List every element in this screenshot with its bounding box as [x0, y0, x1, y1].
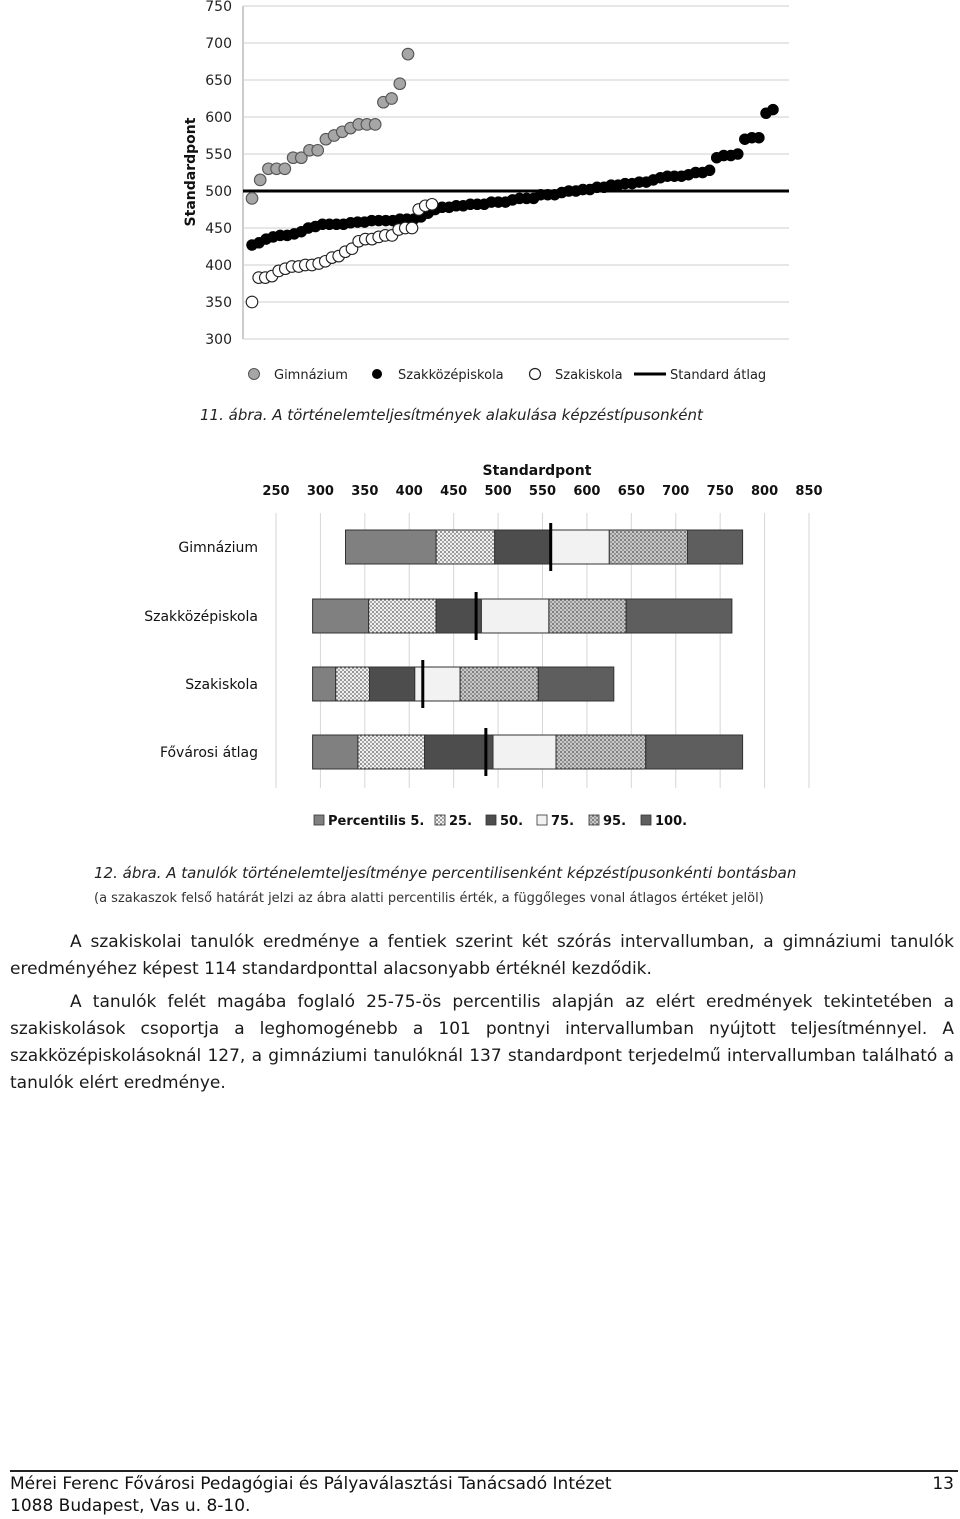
percentile-category-label: Szakiskola	[185, 677, 258, 693]
scatter-y-tick-label: 550	[205, 147, 232, 163]
figure-1-scatter-chart	[0, 0, 960, 395]
scatter-y-tick-label: 750	[205, 0, 232, 15]
percentile-bar-segment	[313, 735, 358, 769]
percentile-x-tick-labels	[262, 484, 822, 499]
percentile-category-label: Gimnázium	[178, 540, 258, 556]
percentile-legend-label: 75.	[551, 814, 575, 829]
percentile-chart-title: Standardpont	[482, 463, 592, 479]
szakiskola-point	[426, 199, 438, 211]
scatter-y-tick-label: 450	[205, 221, 232, 237]
percentile-bar-segment	[609, 530, 687, 564]
percentile-bar-segment	[370, 667, 415, 701]
percentile-x-tick-label: 750	[706, 484, 734, 499]
gimnazium-point	[312, 145, 324, 157]
percentile-legend	[314, 814, 687, 829]
percentile-x-tick-label: 350	[351, 484, 379, 499]
percentile-bar-segment	[481, 599, 549, 633]
szakkozepiskola-point	[768, 104, 778, 114]
percentile-legend-label: 95.	[603, 814, 627, 829]
footer-address: 1088 Budapest, Vas u. 8-10.	[10, 1496, 251, 1516]
scatter-y-tick-labels	[205, 0, 232, 348]
percentile-x-tick-label: 850	[795, 484, 823, 499]
scatter-y-tick-label: 600	[205, 110, 232, 126]
scatter-y-tick-label: 400	[205, 258, 232, 274]
gimnazium-point	[386, 93, 398, 105]
legend-marker-gimnazium	[249, 369, 260, 380]
percentile-legend-swatch	[537, 815, 547, 825]
percentile-legend-swatch	[486, 815, 496, 825]
percentile-legend-swatch	[641, 815, 651, 825]
paragraph-1: A szakiskolai tanulók eredménye a fentiek szerint két szórás intervallumban, a gimnáziumi tanulók eredményéhez képest 114 standardponttal alacsonyabb értéknél kezdődik.	[10, 932, 954, 979]
percentile-bar-segment	[556, 735, 646, 769]
percentile-bar-segment	[549, 599, 626, 633]
percentile-bar-segment	[493, 735, 556, 769]
percentile-legend-label: Percentilis 5.	[328, 814, 425, 829]
percentile-bar-segment	[626, 599, 732, 633]
percentile-bar-segment	[646, 735, 743, 769]
scatter-y-tick-label: 500	[205, 184, 232, 200]
percentile-bar-segment	[369, 599, 437, 633]
scatter-points	[246, 48, 778, 308]
figure-1-caption: 11. ábra. A történelemteljesítmények alakulása képzéstípusonként	[200, 406, 703, 424]
percentile-bar-segment	[346, 530, 437, 564]
percentile-legend-label: 25.	[449, 814, 473, 829]
scatter-y-tick-label: 300	[205, 332, 232, 348]
scatter-y-tick-label: 350	[205, 295, 232, 311]
percentile-bar-segment	[313, 667, 336, 701]
percentile-bar-segment	[460, 667, 538, 701]
gimnazium-point	[246, 193, 258, 205]
footer-institution: Mérei Ferenc Fővárosi Pedagógiai és Pályaválasztási Tanácsadó Intézet	[10, 1474, 612, 1494]
legend-marker-szakkozepiskola	[372, 369, 382, 379]
percentile-legend-label: 100.	[655, 814, 688, 829]
szakkozepiskola-point	[733, 149, 743, 159]
percentile-x-tick-label: 250	[262, 484, 290, 499]
legend-label-standard-atlag: Standard átlag	[670, 368, 767, 383]
percentile-bar-segment	[313, 599, 369, 633]
percentile-x-tick-label: 300	[306, 484, 334, 499]
legend-label-szakiskola: Szakiskola	[555, 368, 623, 383]
szakkozepiskola-point	[704, 165, 714, 175]
percentile-bar-segment	[425, 735, 493, 769]
percentile-bar-segment	[688, 530, 743, 564]
percentile-bar-segment	[495, 530, 550, 564]
gimnazium-point	[254, 174, 266, 186]
percentile-legend-swatch	[314, 815, 324, 825]
paragraph-2: A tanulók felét magába foglaló 25-75-ös percentilis alapján az elért eredmények tekintetében a szakiskolások csoportja a leghomogénebb a 101 pontnyi intervallumban nyújtott teljesítménnyel. A szakközépiskolásoknál 127, a gimnáziumi tanulóknál 137 standardpont terjedelmű intervallumban található a tanulók elért eredménye.	[10, 992, 954, 1093]
percentile-x-tick-label: 800	[751, 484, 779, 499]
szakkozepiskola-point	[754, 133, 764, 143]
legend-label-szakkozepiskola: Szakközépiskola	[398, 368, 504, 383]
scatter-y-tick-label: 700	[205, 36, 232, 52]
percentile-bar-segment	[358, 735, 425, 769]
percentile-bar-segment	[538, 667, 614, 701]
figure-2-caption: 12. ábra. A tanulók történelemteljesítménye percentilisenként képzéstípusonkénti bontásban	[94, 864, 797, 882]
percentile-legend-swatch	[589, 815, 599, 825]
scatter-legend	[249, 368, 767, 383]
percentile-category-labels	[144, 540, 258, 761]
szakiskola-point	[246, 296, 258, 308]
figure-2-note: (a szakaszok felső határát jelzi az ábra alatti percentilis érték, a függőleges vonal átlagos értéket jelöl)	[94, 891, 764, 906]
percentile-category-label: Szakközépiskola	[144, 609, 258, 625]
percentile-legend-swatch	[435, 815, 445, 825]
scatter-y-axis-label: Standardpont	[183, 117, 199, 227]
percentile-category-label: Fővárosi átlag	[159, 745, 258, 761]
percentile-x-tick-label: 500	[484, 484, 512, 499]
percentile-bar-segment	[336, 667, 370, 701]
legend-label-gimnazium: Gimnázium	[274, 368, 348, 383]
legend-marker-szakiskola	[530, 369, 541, 380]
percentile-bar-segment	[550, 530, 610, 564]
scatter-y-tick-label: 650	[205, 73, 232, 89]
percentile-bars	[313, 523, 743, 776]
percentile-x-tick-label: 450	[440, 484, 468, 499]
percentile-bar-segment	[436, 530, 495, 564]
gimnazium-point	[394, 78, 406, 90]
percentile-x-tick-label: 400	[395, 484, 423, 499]
gimnazium-point	[369, 119, 381, 131]
gimnazium-point	[279, 163, 291, 175]
percentile-x-tick-label: 550	[528, 484, 557, 499]
percentile-x-tick-label: 650	[617, 484, 645, 499]
percentile-x-tick-label: 700	[662, 484, 690, 499]
percentile-x-tick-label: 600	[573, 484, 601, 499]
footer-divider	[10, 1470, 958, 1472]
footer-page-number: 13	[932, 1474, 954, 1494]
szakiskola-point	[406, 222, 418, 234]
gimnazium-point	[402, 48, 414, 60]
percentile-legend-label: 50.	[500, 814, 524, 829]
figure-2-percentile-chart	[0, 455, 960, 840]
